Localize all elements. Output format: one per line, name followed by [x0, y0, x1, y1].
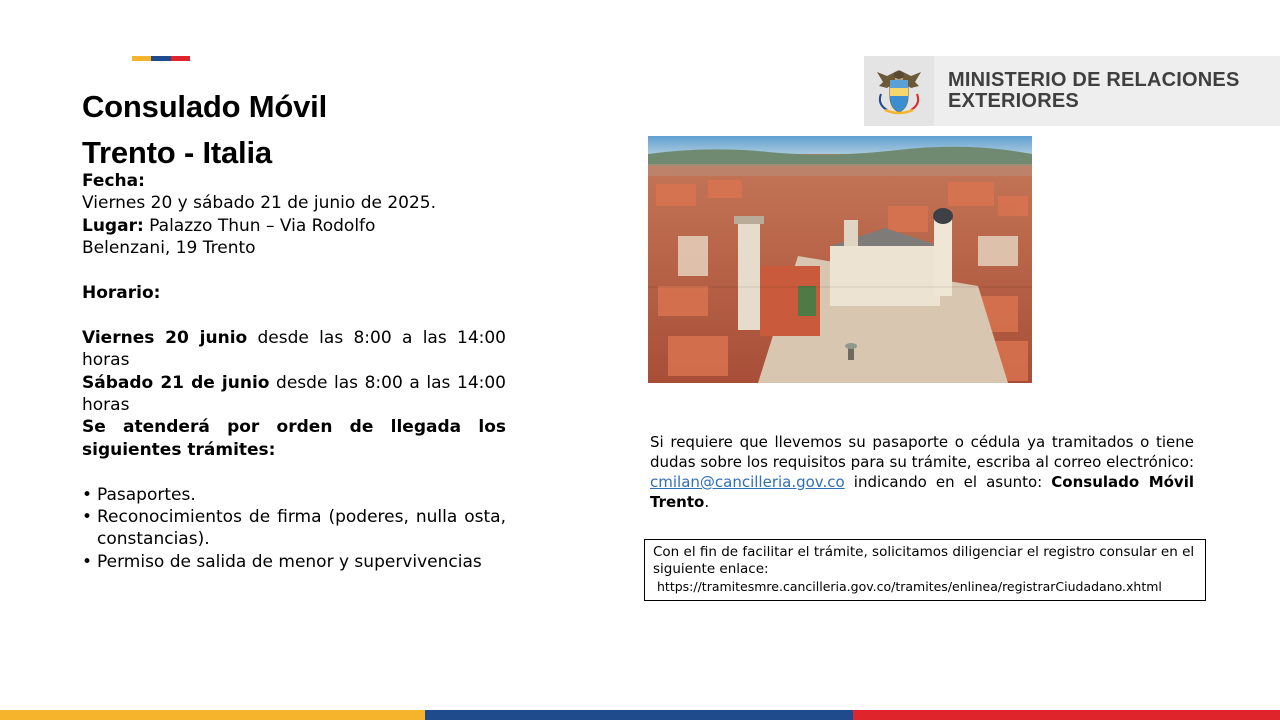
accent-bar — [132, 56, 190, 61]
registration-link[interactable]: https://tramitesmre.cancilleria.gov.co/tramites/enlinea/registrarCiudadano.xhtml — [657, 579, 1162, 594]
list-item: • Pasaportes. — [82, 484, 506, 506]
registration-text: Con el fin de facilitar el trámite, solicitamos diligenciar el registro consular en el siguiente enlace: — [653, 544, 1195, 577]
horario-label: Horario: — [82, 283, 161, 304]
list-item: • Permiso de salida de menor y supervivencias — [82, 551, 506, 573]
horario-day-1-hours: desde las 8:00 a las 14:00 horas — [82, 327, 506, 371]
info-period: . — [704, 493, 710, 511]
lugar-label: Lugar: — [82, 215, 144, 236]
lugar-value-2: Belenzani, 19 Trento — [82, 238, 256, 259]
page-title — [82, 84, 327, 176]
list-item: • Reconocimientos de firma (poderes, nulla osta, constancias). — [82, 506, 506, 551]
flag-yellow — [0, 710, 425, 720]
email-link[interactable]: cmilan@cancilleria.gov.co — [650, 473, 845, 491]
horario-day-2-label: Sábado 21 de junio — [82, 372, 270, 393]
attend-notice: Se atenderá por orden de llegada los siguientes trámites: — [82, 417, 506, 460]
lugar-value: Palazzo Thun – Via Rodolfo — [143, 215, 376, 236]
ministry-logo — [864, 56, 1280, 126]
ministry-name-line-2: EXTERIORES — [948, 90, 1079, 112]
accent-blue — [151, 56, 170, 61]
info-text-after: indicando en el asunto: — [844, 473, 1052, 491]
flag-blue — [425, 710, 853, 720]
horario-day-2-hours: desde las 8:00 a las 14:00 horas — [82, 372, 506, 416]
title-line-2: Trento - Italia — [82, 135, 272, 170]
horario-day-1-label: Viernes 20 junio — [82, 327, 248, 348]
fecha-value: Viernes 20 y sábado 21 de junio de 2025. — [82, 193, 437, 214]
accent-red — [171, 56, 190, 61]
contact-info — [650, 432, 1194, 512]
registration-box — [644, 539, 1206, 601]
horario-day-1 — [82, 327, 506, 372]
fecha-label: Fecha: — [82, 171, 145, 191]
colombia-coat-of-arms-icon — [864, 56, 934, 126]
flag-stripe — [0, 710, 1280, 720]
info-subject: Consulado Móvil Trento — [650, 473, 1194, 511]
event-details — [82, 170, 506, 573]
ministry-name-line-1: MINISTERIO DE RELACIONES — [948, 69, 1240, 91]
title-line-1: Consulado Móvil — [82, 89, 328, 124]
tramites-list — [82, 484, 506, 574]
flag-red — [853, 710, 1280, 720]
info-text-before: Si requiere que llevemos su pasaporte o cédula ya tramitados o tiene dudas sobre los requisitos para su trámite, escriba al correo electrónico: — [650, 433, 1194, 471]
ministry-name — [948, 70, 1240, 112]
horario-day-2 — [82, 372, 506, 417]
trento-aerial-photo — [648, 136, 1032, 383]
accent-yellow — [132, 56, 151, 61]
